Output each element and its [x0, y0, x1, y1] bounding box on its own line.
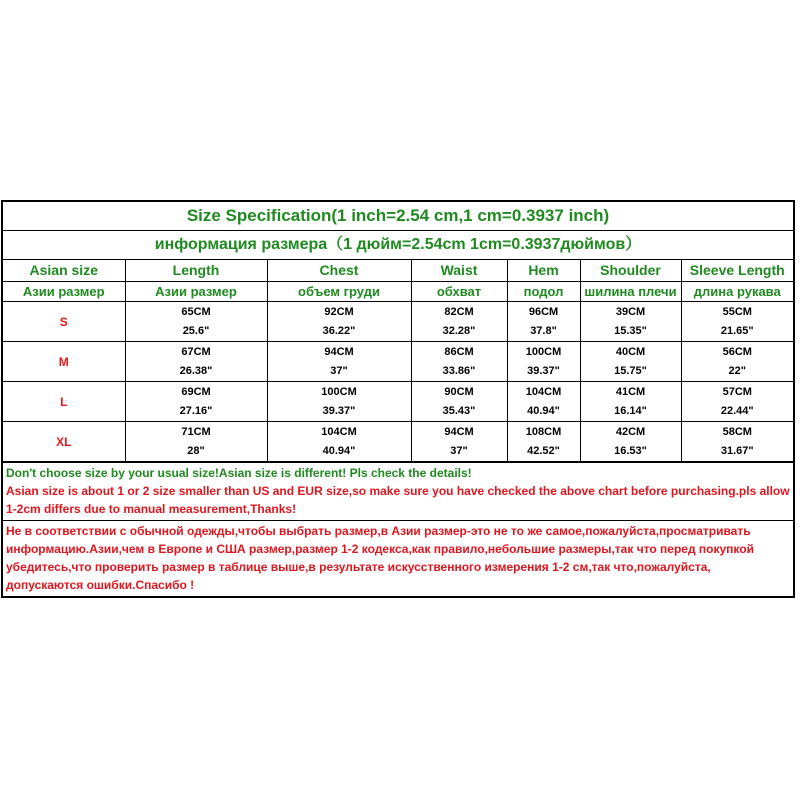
table-row — [3, 302, 793, 342]
header-ru-shoulder: шилина плечи — [580, 282, 681, 302]
length-cell: 69CM 27.16" — [125, 382, 267, 422]
chest-cell: 104CM 40.94" — [267, 422, 411, 462]
chest-cell: 92CM 36.22" — [267, 302, 411, 342]
waist-cell: 86CM 33.86" — [411, 342, 507, 382]
waist-cell: 82CM 32.28" — [411, 302, 507, 342]
shoulder-cell: 40CM 15.75" — [580, 342, 681, 382]
note-size-advice: Asian size is about 1 or 2 size smaller than US and EUR size,so make sure you have checked the above chart before purchasing.pls allow 1-2cm differs due to manual measurement,Thanks! — [6, 484, 790, 516]
hem-cell: 100CM 39.37" — [507, 342, 580, 382]
length-cell: 65CM 25.6" — [125, 302, 267, 342]
chest-cell: 94CM 37" — [267, 342, 411, 382]
size-label: S — [3, 302, 125, 342]
length-cell: 67CM 26.38" — [125, 342, 267, 382]
sleeve-cell: 56CM 22" — [681, 342, 793, 382]
note-warning: Don't choose size by your usual size!Asian size is different! Pls check the details! — [6, 466, 472, 480]
header-hem: Hem — [507, 260, 580, 282]
table-row — [3, 422, 793, 462]
table-row — [3, 342, 793, 382]
size-label: M — [3, 342, 125, 382]
hem-cell: 96CM 37.8" — [507, 302, 580, 342]
shoulder-cell: 39CM 15.35" — [580, 302, 681, 342]
length-cell: 71CM 28" — [125, 422, 267, 462]
title-english: Size Specification(1 inch=2.54 cm,1 cm=0.3937 inch) — [3, 202, 793, 231]
header-ru-length: Азии размер — [125, 282, 267, 302]
header-asian-size: Asian size — [3, 260, 125, 282]
shoulder-cell: 42CM 16.53" — [580, 422, 681, 462]
title-russian: информация размера（1 дюйм=2.54cm 1cm=0.3937дюймов） — [3, 231, 793, 260]
sleeve-cell: 55CM 21.65" — [681, 302, 793, 342]
header-ru-waist: обхват — [411, 282, 507, 302]
size-label: XL — [3, 422, 125, 462]
header-chest: Chest — [267, 260, 411, 282]
header-ru-asian-size: Азии размер — [3, 282, 125, 302]
size-label: L — [3, 382, 125, 422]
english-note — [3, 462, 793, 520]
shoulder-cell: 41CM 16.14" — [580, 382, 681, 422]
hem-cell: 108CM 42.52" — [507, 422, 580, 462]
header-waist: Waist — [411, 260, 507, 282]
sleeve-cell: 58CM 31.67" — [681, 422, 793, 462]
table-row — [3, 382, 793, 422]
header-ru-chest: объем груди — [267, 282, 411, 302]
waist-cell: 94CM 37" — [411, 422, 507, 462]
header-sleeve-length: Sleeve Length — [681, 260, 793, 282]
header-row-english — [3, 260, 793, 282]
header-ru-hem: подол — [507, 282, 580, 302]
russian-note: Не в соответствии с обычной одежды,чтобы выбрать размер,в Азии размер-это не то же самое,пожалуйста,просматривать информацию.Азии,чем в Европе и США размер,размер 1-2 кодекса,как правило,небольшие размеры,так что перед покупкой убедитесь,что проверить размер в таблице выше,в результате искусственного измерения 1-2 см,так что,пожалуйста, допускаются ошибки.Спасибо ! — [3, 520, 793, 596]
sleeve-cell: 57CM 22.44" — [681, 382, 793, 422]
size-chart — [1, 200, 795, 598]
header-ru-sleeve: длина рукава — [681, 282, 793, 302]
waist-cell: 90CM 35.43" — [411, 382, 507, 422]
header-length: Length — [125, 260, 267, 282]
chest-cell: 100CM 39.37" — [267, 382, 411, 422]
size-table — [3, 260, 793, 462]
hem-cell: 104CM 40.94" — [507, 382, 580, 422]
header-row-russian — [3, 282, 793, 302]
header-shoulder: Shoulder — [580, 260, 681, 282]
